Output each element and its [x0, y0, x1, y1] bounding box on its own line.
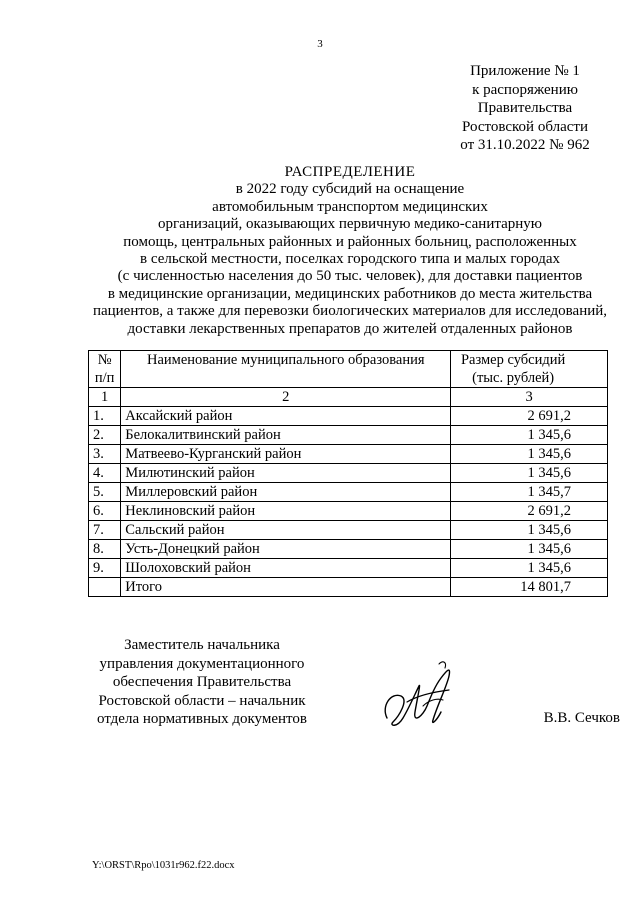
- table-row: [89, 559, 608, 578]
- position-line: обеспечения Правительства: [112, 674, 292, 691]
- row-number: 6.: [89, 502, 121, 521]
- appendix-line: от 31.10.2022 № 962: [460, 137, 590, 153]
- header-amount-line1: Размер субсидий: [460, 352, 566, 368]
- header-amount-line2: (тыс. рублей): [472, 370, 555, 386]
- row-number: 5.: [89, 483, 121, 502]
- table-row: [89, 483, 608, 502]
- index-cell: 1: [89, 388, 121, 407]
- row-amount: 1 345,6: [451, 559, 608, 578]
- row-name: Матвеево-Курганский район: [121, 445, 451, 464]
- title-heading: РАСПРЕДЕЛЕНИЕ: [284, 164, 416, 180]
- row-amount: 1 345,6: [451, 540, 608, 559]
- row-number: 7.: [89, 521, 121, 540]
- header-name: Наименование муниципального образования: [121, 351, 451, 388]
- row-number: 2.: [89, 426, 121, 445]
- row-amount: 2 691,2: [451, 502, 608, 521]
- title-line: в сельской местности, поселках городского типа и малых городах: [140, 251, 560, 268]
- signatory-position: [88, 636, 316, 729]
- title-line: (с численностью населения до 50 тыс. человек), для доставки пациентов: [117, 268, 583, 285]
- row-number: 4.: [89, 464, 121, 483]
- file-path: Y:\ORST\Rpo\1031r962.f22.docx: [92, 860, 235, 871]
- title-line: в 2022 году субсидий на оснащение: [235, 181, 465, 198]
- header-amount: [451, 351, 608, 388]
- header-number-line1: №: [97, 352, 112, 368]
- row-name: Шолоховский район: [121, 559, 451, 578]
- title-line: пациентов, а также для перевозки биологических материалов для исследований,: [92, 303, 608, 320]
- header-number-line2: п/п: [94, 370, 115, 386]
- row-name: Неклиновский район: [121, 502, 451, 521]
- title-line: помощь, центральных районных и районных больниц, расположенных: [123, 233, 577, 250]
- row-amount: 1 345,6: [451, 521, 608, 540]
- table-header-row: [89, 351, 608, 388]
- signatory-name: В.В. Сечков: [543, 710, 620, 726]
- position-line: Ростовской области – начальник: [98, 692, 306, 709]
- title-line: доставки лекарственных препаратов до жителей отдаленных районов: [127, 320, 573, 337]
- appendix-block: [430, 62, 620, 155]
- table-index-row: [89, 388, 608, 407]
- row-amount: 1 345,6: [451, 445, 608, 464]
- handwritten-signature: [377, 656, 467, 734]
- table-row: [89, 445, 608, 464]
- row-name: Усть-Донецкий район: [121, 540, 451, 559]
- appendix-line: Приложение № 1: [470, 63, 580, 79]
- table-row: [89, 521, 608, 540]
- index-cell: 3: [451, 388, 608, 407]
- row-name: Белокалитвинский район: [121, 426, 451, 445]
- row-number: 3.: [89, 445, 121, 464]
- appendix-line: Правительства: [477, 100, 573, 116]
- title-line: организаций, оказывающих первичную медико-санитарную: [158, 216, 542, 233]
- table-row: [89, 464, 608, 483]
- row-amount: 2 691,2: [451, 407, 608, 426]
- table-row: [89, 407, 608, 426]
- table-row: [89, 540, 608, 559]
- header-number: [89, 351, 121, 388]
- row-amount: 1 345,6: [451, 464, 608, 483]
- row-number: 9.: [89, 559, 121, 578]
- appendix-line: к распоряжению: [472, 81, 578, 98]
- row-name: Милютинский район: [121, 464, 451, 483]
- appendix-line: Ростовской области: [462, 118, 588, 135]
- total-number-cell: [89, 578, 121, 597]
- table-row: [89, 426, 608, 445]
- page-number: 3: [317, 38, 323, 50]
- row-number: 1.: [89, 407, 121, 426]
- row-amount: 1 345,7: [451, 483, 608, 502]
- table-row: [89, 502, 608, 521]
- document-title: [80, 164, 620, 338]
- row-name: Аксайский район: [121, 407, 451, 426]
- total-label: Итого: [121, 578, 451, 597]
- position-line: отдела нормативных документов: [97, 711, 307, 728]
- index-cell: 2: [121, 388, 451, 407]
- title-line: в медицинские организации, медицинских работников до места жительства: [107, 285, 593, 302]
- row-name: Миллеровский район: [121, 483, 451, 502]
- row-number: 8.: [89, 540, 121, 559]
- table-total-row: [89, 578, 608, 597]
- position-line: Заместитель начальника: [124, 637, 280, 653]
- row-name: Сальский район: [121, 521, 451, 540]
- position-line: управления документационного: [99, 655, 305, 672]
- title-line: автомобильным транспортом медицинских: [212, 198, 488, 215]
- total-amount: 14 801,7: [451, 578, 608, 597]
- row-amount: 1 345,6: [451, 426, 608, 445]
- subsidies-table: [88, 350, 608, 597]
